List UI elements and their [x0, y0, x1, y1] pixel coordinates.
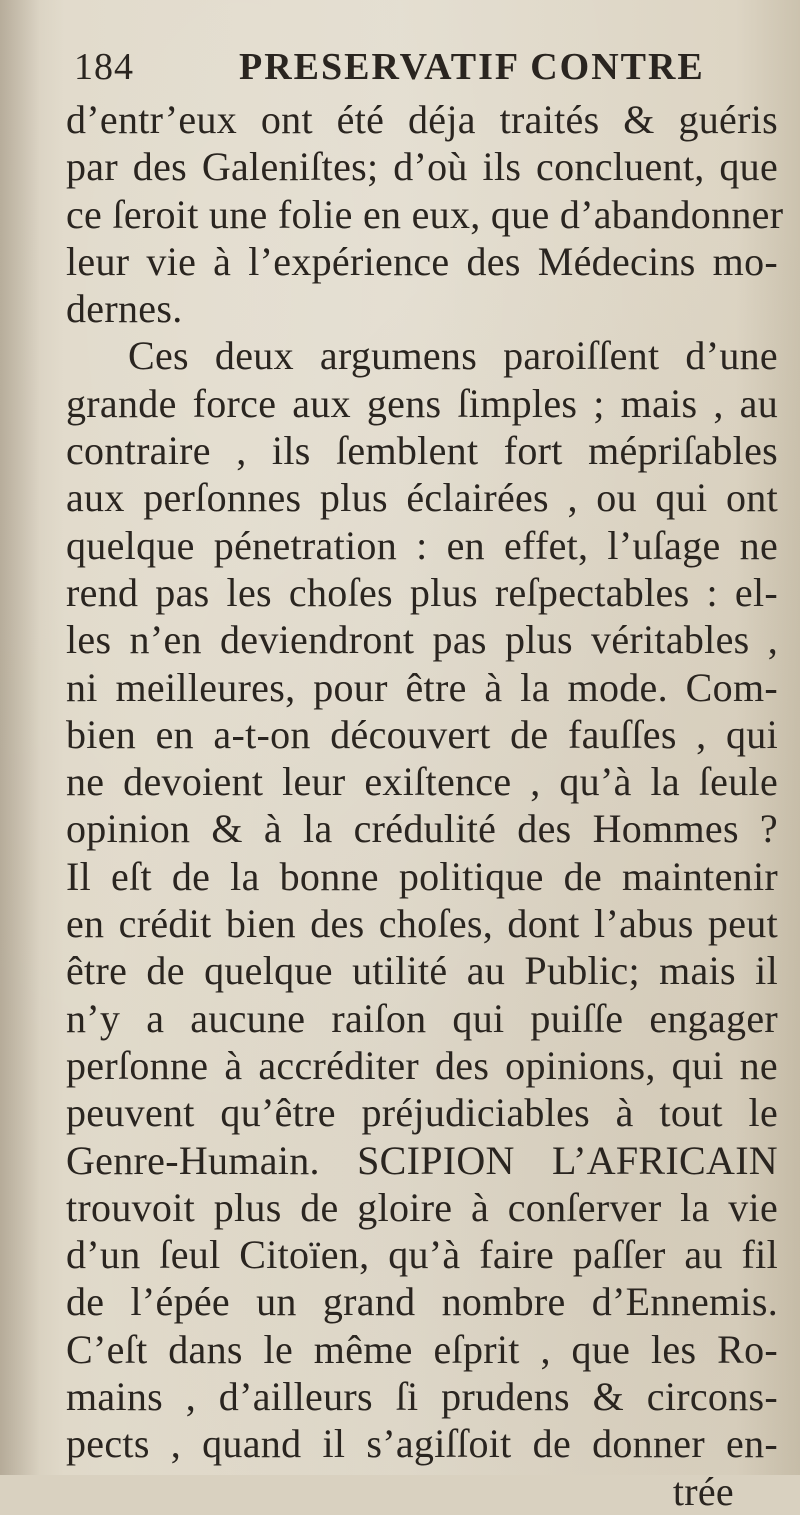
text-line: ne devoient leur exiſtence , qu’à la ſeule	[66, 759, 778, 805]
text-line: perſonne à accréditer des opinions, qui ne	[66, 1042, 778, 1088]
text-line: ni meilleures, pour être à la mode. Com-	[66, 664, 778, 710]
text-line: pects , quand il s’agiſſoit de donner en-	[66, 1421, 778, 1467]
text-line: rend pas les choſes plus reſpectables : el-	[66, 569, 778, 615]
text-line: quelque pénetration : en effet, l’uſage ne	[66, 522, 778, 568]
text-line: bien en a-t-on découvert de fauſſes , qui	[66, 711, 778, 757]
text-line: contraire , ils ſemblent fort mépriſables	[66, 428, 778, 474]
text-line: peuvent qu’être préjudiciables à tout le	[66, 1090, 778, 1136]
text-line: d’un ſeul Citoïen, qu’à faire paſſer au fil	[66, 1232, 778, 1278]
catchword: trée	[672, 1468, 734, 1514]
text-line: dernes.	[66, 286, 183, 332]
text-line: par des Galeniſtes; d’où ils concluent, que	[66, 144, 778, 190]
text-line: trouvoit plus de gloire à conſerver la vie	[66, 1184, 778, 1230]
text-line: C’eſt dans le même eſprit , que les Ro-	[66, 1326, 778, 1372]
text-line: les n’en deviendront pas plus véritables ,	[66, 617, 778, 663]
text-line: mains , d’ailleurs ſi prudens & circons-	[66, 1374, 778, 1420]
page-number: 184	[74, 46, 134, 88]
running-head: PRESERVATIF CONTRE	[239, 46, 705, 88]
text-line: n’y a aucune raiſon qui puiſſe engager	[66, 995, 778, 1041]
text-line: aux perſonnes plus éclairées , ou qui ont	[66, 475, 778, 521]
text-line: être de quelque utilité au Public; mais il	[66, 948, 778, 994]
body-text	[66, 96, 784, 1515]
page-gutter-shadow	[0, 0, 40, 1475]
text-line: opinion & à la crédulité des Hommes ?	[66, 806, 778, 852]
page-header	[74, 42, 760, 92]
text-line: ce ſeroit une folie en eux, que d’abandonner	[66, 191, 784, 237]
text-line: d’entr’eux ont été déja traités & guéris	[66, 97, 778, 142]
text-line: leur vie à l’expérience des Médecins mo-	[66, 238, 778, 284]
text-line: de l’épée un grand nombre d’Ennemis.	[66, 1279, 778, 1325]
text-line: en crédit bien des choſes, dont l’abus peut	[66, 901, 778, 947]
paragraph-start-line: Ces deux argumens paroiſſent d’une	[128, 333, 778, 379]
text-line: Genre-Humain. SCIPION L’AFRICAIN	[66, 1137, 778, 1183]
text-line: grande force aux gens ſimples ; mais , au	[66, 380, 778, 426]
text-line: Il eſt de la bonne politique de maintenir	[66, 853, 778, 899]
